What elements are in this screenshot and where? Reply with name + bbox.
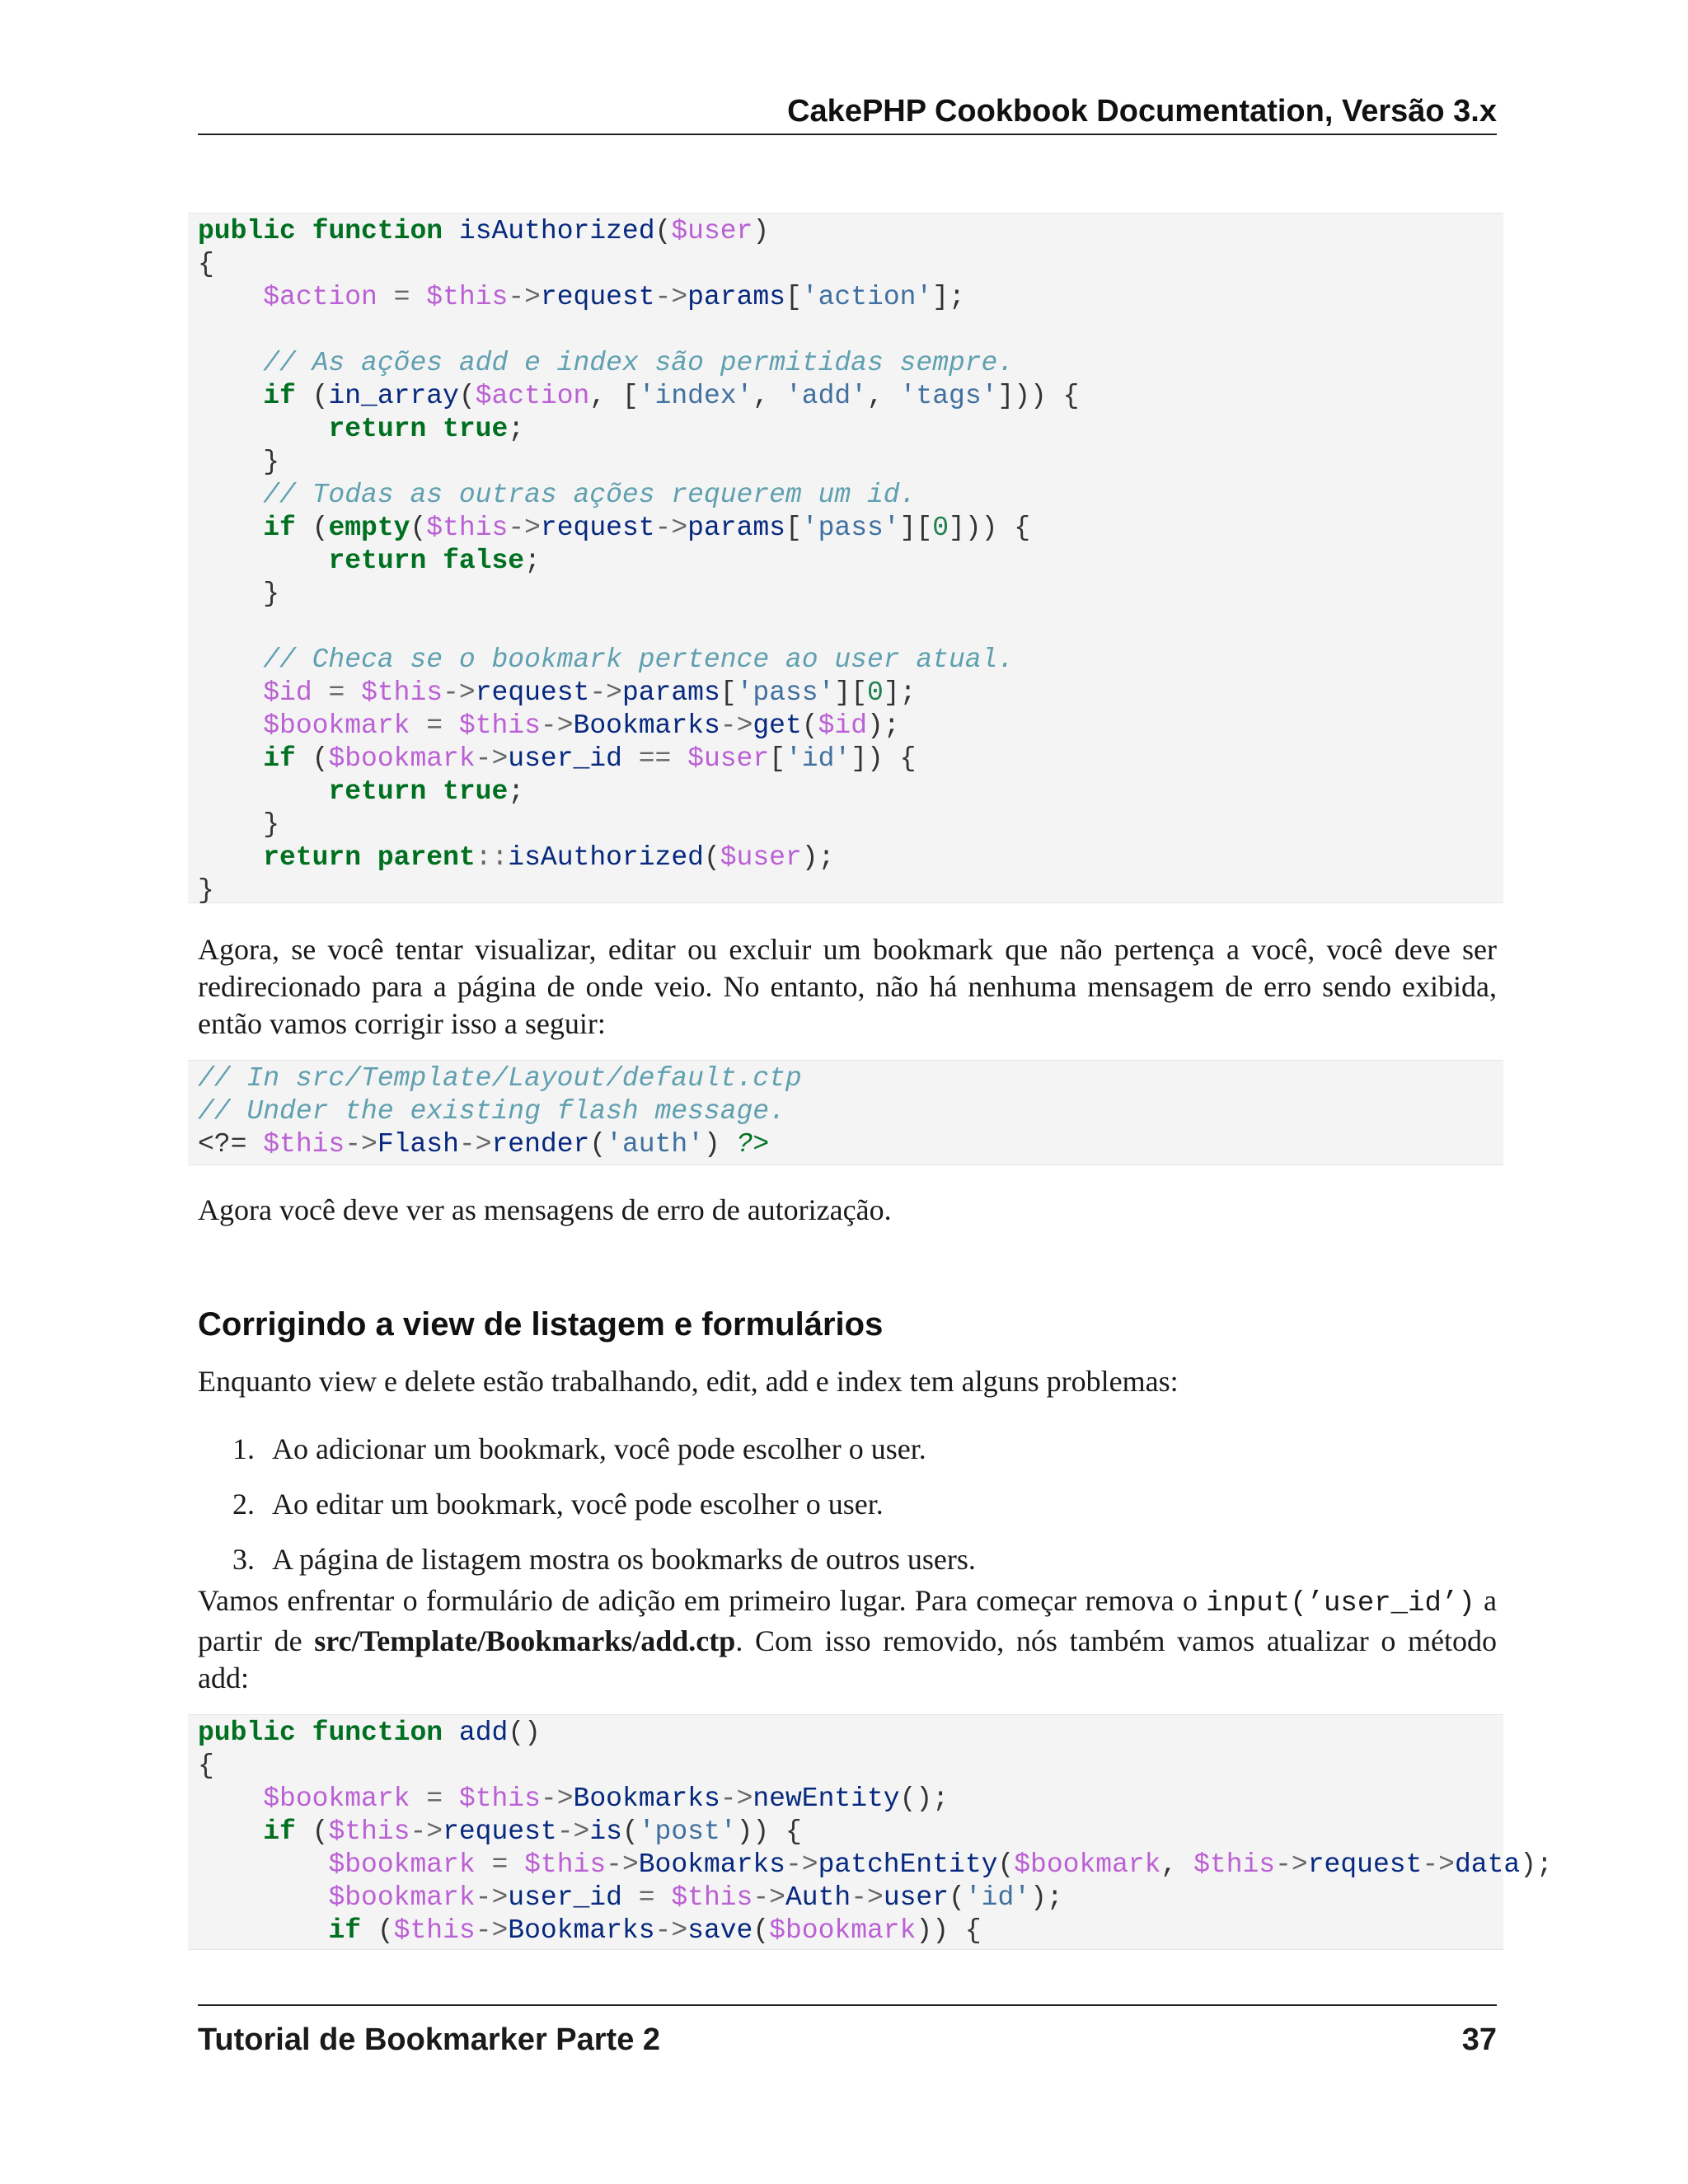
code-token: [410, 1783, 426, 1814]
code-token: false: [443, 546, 525, 576]
code-token: =: [328, 677, 345, 708]
code-token: public: [198, 1718, 296, 1748]
code-line: [198, 1816, 1503, 1849]
code-token: (: [997, 1849, 1015, 1880]
code-token: ;: [508, 414, 525, 444]
code-token: $this: [1193, 1849, 1276, 1880]
code-token: ->: [606, 1849, 639, 1880]
code-token: Bookmarks: [573, 1783, 720, 1814]
code-token: ->: [851, 1882, 884, 1913]
code-token: ->: [785, 1849, 818, 1880]
code-token: $this: [263, 1129, 345, 1160]
code-line: [198, 743, 1503, 776]
list-item: [198, 1431, 1497, 1486]
code-token: return: [328, 414, 427, 444]
paragraph-add-form: [198, 1582, 1497, 1697]
code-token: {: [198, 1750, 214, 1781]
code-token: [: [785, 513, 802, 543]
code-token: ,: [753, 381, 785, 411]
code-token: [198, 348, 263, 378]
code-token: $bookmark: [769, 1915, 917, 1946]
code-token: ]) {: [851, 743, 917, 774]
code-content: [198, 1717, 1553, 1947]
code-token: 'auth': [606, 1129, 704, 1160]
code-token: $bookmark: [328, 743, 476, 774]
code-token: 'add': [785, 381, 867, 411]
code-token: ->: [1422, 1849, 1455, 1880]
code-token: [198, 282, 263, 312]
code-token: [443, 216, 459, 246]
code-token: // In src/Template/Layout/default.ctp: [198, 1063, 802, 1094]
code-token: (: [589, 1129, 607, 1160]
code-token: [: [720, 677, 737, 708]
code-token: (: [654, 216, 672, 246]
code-token: (: [703, 842, 720, 873]
code-block-flash-render: [188, 1060, 1503, 1165]
code-line: [198, 677, 1503, 710]
code-token: [361, 842, 377, 873]
code-token: ();: [899, 1783, 950, 1814]
code-token: // Checa se o bookmark pertence ao user atual.: [263, 644, 1015, 675]
code-token: request: [1307, 1849, 1423, 1880]
code-token: ;: [524, 546, 541, 576]
code-token: params: [621, 677, 720, 708]
code-token: {: [198, 249, 214, 279]
inline-code: input(’user_id’): [1206, 1588, 1475, 1619]
code-token: [198, 710, 263, 741]
code-token: [198, 1816, 263, 1847]
list-item-number: 3.: [232, 1543, 255, 1576]
code-token: // As ações add e index são permitidas sempre.: [263, 348, 1015, 378]
code-token: [655, 1882, 672, 1913]
code-token: if: [263, 381, 296, 411]
code-line: [198, 479, 1503, 512]
code-token: [296, 1718, 312, 1748]
code-token: public: [198, 216, 296, 246]
code-line: [198, 1849, 1553, 1882]
code-token: user_id: [508, 1882, 622, 1913]
code-token: $id: [263, 677, 312, 708]
code-line: [198, 215, 1503, 248]
code-token: (: [295, 381, 329, 411]
section-heading: Corrigindo a view de listagem e formulários: [198, 1306, 884, 1343]
code-token: $this: [671, 1882, 753, 1913]
code-token: }: [198, 579, 280, 609]
paragraph-redirect-explanation: Agora, se você tentar visualizar, editar ou excluir um bookmark que não pertença a você, você deve ser redirecionado para a página de onde veio. No entanto, não há nenhuma mensagem de erro sendo exibida, então vamos corrigir isso a seguir:: [198, 933, 1497, 1040]
code-token: [198, 743, 263, 774]
code-token: [: [769, 743, 785, 774]
code-token: ->: [720, 1783, 753, 1814]
code-token: [426, 414, 443, 444]
code-token: $user: [671, 216, 753, 246]
code-token: $bookmark: [328, 1882, 476, 1913]
code-token: ->: [345, 1129, 377, 1160]
code-token: ->: [540, 710, 574, 741]
code-token: get: [753, 710, 802, 741]
code-token: newEntity: [753, 1783, 900, 1814]
code-line: [198, 578, 1503, 611]
code-token: ->: [475, 1882, 509, 1913]
code-token: $action: [263, 282, 377, 312]
code-token: $this: [426, 282, 509, 312]
list-item-number: 1.: [232, 1432, 255, 1465]
code-token: $bookmark: [328, 1849, 476, 1880]
code-token: $this: [458, 1783, 541, 1814]
code-token: );: [801, 842, 835, 873]
code-token: }: [198, 447, 280, 477]
code-token: 'index': [638, 381, 753, 411]
code-line: [198, 808, 1503, 841]
code-token: (: [361, 1915, 394, 1946]
document-title: CakePHP Cookbook Documentation, Versão 3.x: [787, 94, 1497, 129]
code-token: ): [753, 216, 770, 246]
code-token: [312, 677, 329, 708]
code-token: $bookmark: [263, 710, 410, 741]
code-token: in_array: [328, 381, 459, 411]
page-number: 37: [1461, 2022, 1497, 2057]
code-token: , [: [589, 381, 639, 411]
code-token: patchEntity: [818, 1849, 998, 1880]
code-token: [508, 1849, 524, 1880]
code-token: $this: [458, 710, 541, 741]
code-line: [198, 1882, 1503, 1915]
code-token: [198, 513, 263, 543]
code-token: [198, 776, 328, 807]
code-token: (: [621, 1816, 639, 1847]
code-token: $this: [426, 513, 509, 543]
code-token: [443, 1783, 459, 1814]
code-token: 'id': [785, 743, 851, 774]
code-token: ->: [720, 710, 753, 741]
code-token: user_id: [508, 743, 622, 774]
code-line: [198, 776, 1503, 808]
code-line: [198, 545, 1503, 578]
code-token: Bookmarks: [638, 1849, 785, 1880]
code-token: // Todas as outras ações requerem um id.: [263, 480, 917, 510]
code-token: data: [1454, 1849, 1521, 1880]
code-token: [622, 1882, 639, 1913]
code-token: request: [540, 282, 655, 312]
code-token: if: [263, 513, 296, 543]
code-token: [296, 216, 312, 246]
code-token: (: [753, 1915, 770, 1946]
code-line: [198, 380, 1503, 413]
code-token: if: [263, 743, 296, 774]
code-token: ->: [654, 513, 688, 543]
code-token: $user: [687, 743, 770, 774]
code-token: ->: [753, 1882, 785, 1913]
code-content: [198, 1062, 1503, 1161]
code-token: ->: [654, 282, 688, 312]
code-token: ->: [654, 1915, 688, 1946]
code-token: ->: [475, 1915, 509, 1946]
code-line: [198, 644, 1503, 677]
code-token: request: [475, 677, 590, 708]
code-token: ->: [540, 1783, 574, 1814]
code-content: [198, 215, 1503, 907]
code-token: [410, 282, 426, 312]
paragraph-text: . Com isso removido, nós também vamos atualizar o método add:: [198, 1624, 1498, 1694]
code-token: // Under the existing flash message.: [198, 1096, 785, 1127]
code-token: [377, 282, 394, 312]
code-token: 'tags': [899, 381, 998, 411]
code-token: ;: [508, 776, 525, 807]
code-token: Bookmarks: [508, 1915, 655, 1946]
code-line: [198, 874, 1503, 907]
paragraph-problems-intro: Enquanto view e delete estão trabalhando, edit, add e index tem alguns problemas:: [198, 1365, 1179, 1398]
code-line: [198, 1750, 1503, 1783]
file-path: src/Template/Bookmarks/add.ctp: [314, 1624, 736, 1657]
list-item: [198, 1486, 1497, 1541]
list-item-number: 2.: [232, 1488, 255, 1521]
code-token: ::: [475, 842, 509, 873]
code-token: ->: [589, 677, 622, 708]
code-token: [198, 677, 263, 708]
code-token: [198, 1882, 328, 1913]
code-token: return: [328, 546, 427, 576]
list-item-text: Ao adicionar um bookmark, você pode escolher o user.: [272, 1432, 926, 1465]
code-token: );: [1030, 1882, 1063, 1913]
code-token: function: [312, 1718, 443, 1748]
code-token: [198, 842, 263, 873]
code-token: }: [198, 809, 280, 840]
code-token: parent: [377, 842, 476, 873]
code-token: render: [491, 1129, 590, 1160]
code-token: 'pass': [736, 677, 835, 708]
code-line: [198, 413, 1503, 446]
code-token: Auth: [785, 1882, 851, 1913]
code-token: ,: [1160, 1849, 1194, 1880]
code-token: 0: [932, 513, 950, 543]
code-line: [198, 281, 1503, 314]
code-token: [198, 1915, 328, 1946]
code-token: [426, 776, 443, 807]
code-token: <?=: [198, 1129, 264, 1160]
code-token: isAuthorized: [458, 216, 655, 246]
code-token: [443, 1718, 459, 1748]
code-token: )) {: [736, 1816, 802, 1847]
code-line: [198, 1062, 1503, 1095]
code-line: [198, 512, 1503, 545]
code-token: [426, 546, 443, 576]
code-token: ->: [508, 513, 541, 543]
footer-section-title: Tutorial de Bookmarker Parte 2: [198, 2022, 661, 2057]
code-token: ])) {: [997, 381, 1080, 411]
code-token: ->: [475, 743, 509, 774]
code-block-is-authorized: [188, 213, 1503, 906]
code-token: isAuthorized: [508, 842, 704, 873]
code-token: save: [687, 1915, 753, 1946]
problems-list: [198, 1431, 1497, 1596]
code-token: function: [312, 216, 443, 246]
code-token: =: [491, 1849, 509, 1880]
code-token: ];: [883, 677, 917, 708]
paragraph-text: a partir de: [198, 1584, 1497, 1657]
code-token: }: [198, 875, 214, 906]
code-token: =: [426, 1783, 443, 1814]
code-token: ,: [867, 381, 900, 411]
code-token: $bookmark: [263, 1783, 410, 1814]
code-token: ): [703, 1129, 737, 1160]
code-token: user: [883, 1882, 950, 1913]
code-token: [443, 710, 459, 741]
code-token: (: [295, 513, 329, 543]
code-token: request: [540, 513, 655, 543]
code-block-add-method: [188, 1714, 1553, 1950]
code-token: [410, 710, 426, 741]
code-token: [198, 644, 263, 675]
code-token: ])) {: [949, 513, 1031, 543]
code-line: [198, 248, 1503, 281]
code-line: [198, 314, 1503, 347]
code-token: empty: [328, 513, 410, 543]
code-token: params: [687, 282, 785, 312]
code-token: =: [638, 1882, 655, 1913]
code-token: params: [687, 513, 785, 543]
code-token: is: [589, 1816, 622, 1847]
code-line: [198, 710, 1503, 743]
code-token: true: [443, 414, 509, 444]
code-token: );: [1520, 1849, 1553, 1880]
code-line: [198, 1128, 1503, 1161]
code-token: if: [263, 1816, 296, 1847]
page-footer: [198, 2004, 1497, 2055]
code-token: true: [443, 776, 509, 807]
code-token: [622, 743, 639, 774]
code-token: [: [785, 282, 802, 312]
code-token: (: [458, 381, 476, 411]
code-line: [198, 611, 1503, 644]
code-token: ->: [410, 1816, 443, 1847]
code-token: return: [263, 842, 362, 873]
page-header: [198, 92, 1497, 135]
code-token: (: [949, 1882, 965, 1913]
code-token: [476, 1849, 492, 1880]
code-token: (: [295, 743, 329, 774]
code-token: [198, 1849, 328, 1880]
code-token: [671, 743, 687, 774]
code-token: $id: [818, 710, 868, 741]
code-line: [198, 446, 1503, 479]
code-line: [198, 347, 1503, 380]
code-token: 'pass': [801, 513, 900, 543]
code-token: ?>: [736, 1129, 770, 1160]
code-token: )) {: [916, 1915, 982, 1946]
code-line: [198, 841, 1503, 874]
code-token: if: [328, 1915, 362, 1946]
code-token: $this: [393, 1915, 476, 1946]
code-token: 'action': [801, 282, 933, 312]
code-line: [198, 1717, 1503, 1750]
paragraph-auth-messages: Agora você deve ver as mensagens de erro de autorização.: [198, 1193, 892, 1226]
code-token: $action: [475, 381, 590, 411]
code-token: 'id': [964, 1882, 1031, 1913]
code-token: $this: [328, 1816, 410, 1847]
code-token: (): [508, 1718, 541, 1748]
code-token: Bookmarks: [573, 710, 720, 741]
code-token: (: [410, 513, 427, 543]
code-token: [198, 1783, 263, 1814]
code-token: ->: [458, 1129, 492, 1160]
code-token: ==: [638, 743, 672, 774]
code-token: $user: [720, 842, 802, 873]
list-item-text: Ao editar um bookmark, você pode escolher o user.: [272, 1488, 884, 1521]
code-token: (: [801, 710, 818, 741]
code-token: $bookmark: [1014, 1849, 1161, 1880]
code-token: [198, 381, 263, 411]
code-token: ][: [834, 677, 868, 708]
code-line: [198, 1783, 1503, 1816]
code-token: $this: [361, 677, 443, 708]
paragraph-text: Vamos enfrentar o formulário de adição em primeiro lugar. Para começar remova o: [198, 1584, 1207, 1617]
code-token: =: [426, 710, 443, 741]
code-token: [198, 480, 263, 510]
code-token: =: [393, 282, 410, 312]
code-token: ->: [443, 677, 476, 708]
code-token: ->: [1275, 1849, 1308, 1880]
code-token: 0: [867, 677, 884, 708]
code-token: ->: [508, 282, 541, 312]
code-token: add: [458, 1718, 509, 1748]
code-token: [198, 546, 328, 576]
code-token: 'post': [638, 1816, 737, 1847]
code-token: ][: [899, 513, 933, 543]
code-token: ->: [556, 1816, 590, 1847]
code-token: );: [867, 710, 900, 741]
code-token: Flash: [377, 1129, 459, 1160]
code-line: [198, 1915, 1503, 1947]
code-token: [198, 414, 328, 444]
code-token: [345, 677, 361, 708]
list-item-text: A página de listagem mostra os bookmarks de outros users.: [272, 1543, 976, 1576]
code-line: [198, 1095, 1503, 1128]
code-token: request: [443, 1816, 557, 1847]
code-token: $this: [524, 1849, 607, 1880]
code-token: (: [295, 1816, 329, 1847]
code-token: ];: [932, 282, 965, 312]
code-token: return: [328, 776, 427, 807]
